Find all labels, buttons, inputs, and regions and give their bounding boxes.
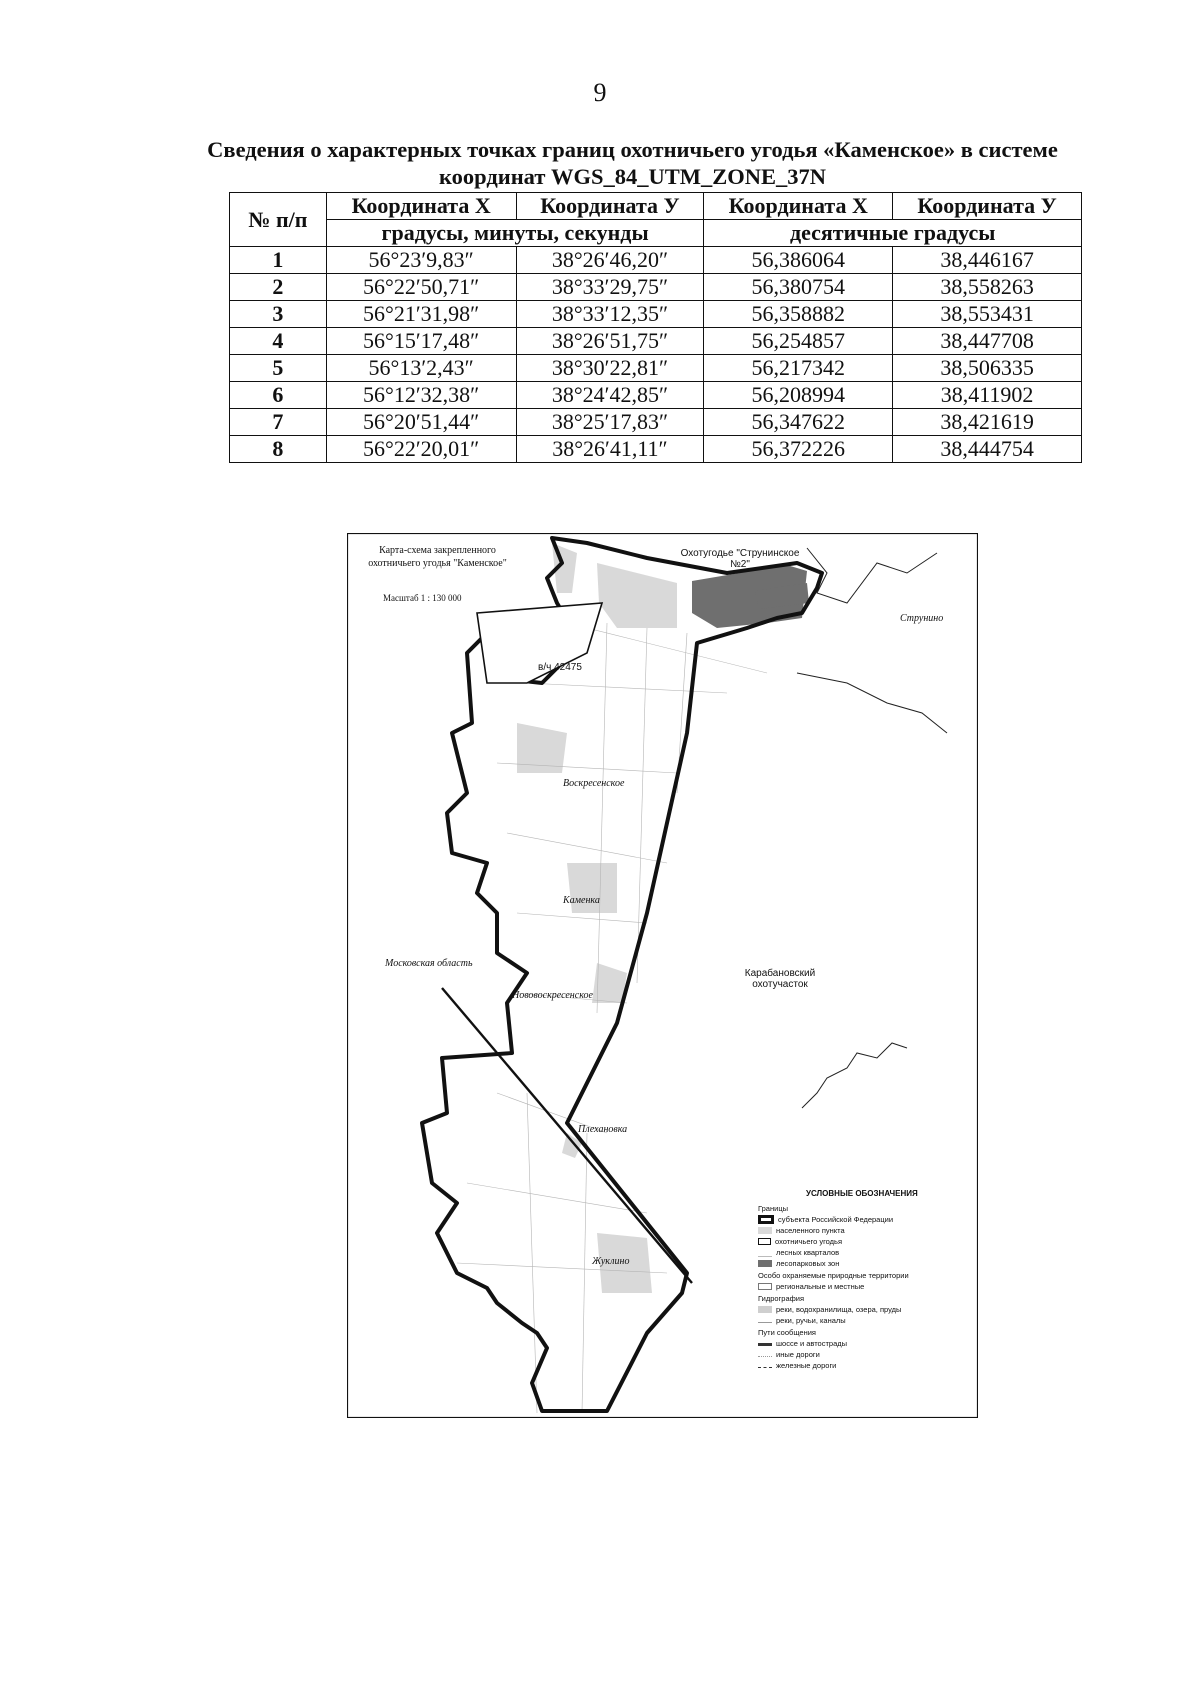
cell-y-dec: 38,447708 xyxy=(893,328,1082,355)
legend-item xyxy=(758,1225,973,1236)
cell-y-dms: 38°26′46,20″ xyxy=(516,247,704,274)
label-voskresenskoe: Воскресенское xyxy=(563,778,625,789)
cell-x-dms: 56°22′20,01″ xyxy=(326,436,516,463)
legend-label: реки, ручьи, каналы xyxy=(776,1316,846,1325)
cell-y-dms: 38°30′22,81″ xyxy=(516,355,704,382)
header-dms: градусы, минуты, секунды xyxy=(326,220,704,247)
cell-x-dec: 56,217342 xyxy=(704,355,893,382)
legend-item xyxy=(758,1247,973,1258)
legend-item xyxy=(758,1349,973,1360)
row-number: 7 xyxy=(230,409,327,436)
row-number: 2 xyxy=(230,274,327,301)
label-zhuklino: Жуклино xyxy=(592,1256,630,1267)
cell-y-dec: 38,506335 xyxy=(893,355,1082,382)
table-row xyxy=(230,274,1082,301)
row-number: 3 xyxy=(230,301,327,328)
header-coord-y-dms: Координата У xyxy=(516,193,704,220)
legend-swatch xyxy=(758,1249,772,1257)
legend-label: лесных кварталов xyxy=(776,1248,840,1257)
legend-label: региональные и местные xyxy=(776,1282,865,1291)
legend-title: УСЛОВНЫЕ ОБОЗНАЧЕНИЯ xyxy=(806,1189,918,1198)
cell-x-dec: 56,380754 xyxy=(704,274,893,301)
cell-y-dec: 38,411902 xyxy=(893,382,1082,409)
header-coord-x-dms: Координата X xyxy=(326,193,516,220)
cell-x-dec: 56,254857 xyxy=(704,328,893,355)
table-header-row xyxy=(230,193,1082,220)
row-number: 1 xyxy=(230,247,327,274)
cell-y-dms: 38°33′29,75″ xyxy=(516,274,704,301)
legend-group-borders: Границы xyxy=(758,1204,788,1213)
cell-x-dms: 56°23′9,83″ xyxy=(326,247,516,274)
row-number: 4 xyxy=(230,328,327,355)
label-novovoskresenskoe: Нововоскресенское xyxy=(512,990,593,1001)
table-row xyxy=(230,247,1082,274)
legend-label: охотничьего угодья xyxy=(775,1237,843,1246)
label-neighbor-north: Охотугодье "Струнинское №2" xyxy=(680,548,800,570)
legend-swatch xyxy=(758,1283,772,1290)
legend-item xyxy=(758,1360,973,1371)
table-row xyxy=(230,382,1082,409)
legend-swatch xyxy=(758,1341,772,1346)
legend-swatch xyxy=(758,1363,772,1368)
cell-y-dms: 38°26′41,11″ xyxy=(516,436,704,463)
legend-label: реки, водохранилища, озера, пруды xyxy=(776,1305,902,1314)
header-coord-y-dec: Координата У xyxy=(893,193,1082,220)
legend-item xyxy=(758,1315,973,1326)
cell-y-dec: 38,553431 xyxy=(893,301,1082,328)
cell-x-dms: 56°13′2,43″ xyxy=(326,355,516,382)
document-title: Сведения о характерных точках границ охотничьего угодья «Каменское» в системе координат WGS_84_UTM_ZONE_37N xyxy=(207,137,1058,189)
cell-x-dec: 56,386064 xyxy=(704,247,893,274)
legend-item xyxy=(758,1281,973,1292)
label-military-unit: в/ч 42475 xyxy=(538,662,582,673)
map-title: Карта-схема закрепленного охотничьего угодья "Каменское" xyxy=(368,545,507,569)
cell-y-dec: 38,446167 xyxy=(893,247,1082,274)
header-decimal: десятичные градусы xyxy=(704,220,1082,247)
row-number: 5 xyxy=(230,355,327,382)
label-plekhany: Плехановка xyxy=(578,1124,628,1135)
label-moscow-region: Московская область xyxy=(385,958,473,969)
legend-swatch xyxy=(758,1215,774,1224)
legend-swatch xyxy=(758,1306,772,1313)
legend-label: лесопарковых зон xyxy=(776,1259,840,1268)
legend-label: иные дороги xyxy=(776,1350,820,1359)
table-row xyxy=(230,436,1082,463)
legend-swatch xyxy=(758,1260,772,1267)
legend-swatch xyxy=(758,1238,771,1245)
cell-x-dec: 56,208994 xyxy=(704,382,893,409)
legend-item xyxy=(758,1236,973,1247)
map-legend xyxy=(758,1188,973,1371)
legend-label: шоссе и автострады xyxy=(776,1339,848,1348)
legend-label: населенного пункта xyxy=(776,1226,845,1235)
cell-y-dec: 38,444754 xyxy=(893,436,1082,463)
legend-item xyxy=(758,1214,973,1225)
cell-x-dms: 56°15′17,48″ xyxy=(326,328,516,355)
page-number: 9 xyxy=(593,78,607,107)
coordinates-table xyxy=(229,192,1082,463)
legend-group-roads: Пути сообщения xyxy=(758,1328,816,1337)
header-num: № п/п xyxy=(230,193,327,247)
map-scale: Масштаб 1 : 130 000 xyxy=(383,593,462,603)
cell-x-dec: 56,347622 xyxy=(704,409,893,436)
legend-item xyxy=(758,1338,973,1349)
row-number: 6 xyxy=(230,382,327,409)
cell-y-dms: 38°25′17,83″ xyxy=(516,409,704,436)
cell-x-dec: 56,372226 xyxy=(704,436,893,463)
cell-y-dms: 38°26′51,75″ xyxy=(516,328,704,355)
cell-x-dms: 56°20′51,44″ xyxy=(326,409,516,436)
legend-label: железные дороги xyxy=(776,1361,837,1370)
cell-x-dec: 56,358882 xyxy=(704,301,893,328)
legend-label: субъекта Российской Федерации xyxy=(778,1215,894,1224)
row-number: 8 xyxy=(230,436,327,463)
label-strunino: Струнино xyxy=(900,613,944,624)
label-kamenka: Каменка xyxy=(563,895,600,906)
cell-y-dms: 38°24′42,85″ xyxy=(516,382,704,409)
cell-y-dec: 38,421619 xyxy=(893,409,1082,436)
legend-item xyxy=(758,1304,973,1315)
legend-item xyxy=(758,1258,973,1269)
table-subheader-row xyxy=(230,220,1082,247)
cell-x-dms: 56°22′50,71″ xyxy=(326,274,516,301)
cell-y-dms: 38°33′12,35″ xyxy=(516,301,704,328)
cell-x-dms: 56°21′31,98″ xyxy=(326,301,516,328)
table-row xyxy=(230,355,1082,382)
legend-group-hydro: Гидрография xyxy=(758,1294,805,1303)
table-row xyxy=(230,301,1082,328)
cell-y-dec: 38,558263 xyxy=(893,274,1082,301)
table-row xyxy=(230,409,1082,436)
legend-group-protected: Особо охраняемые природные территории xyxy=(758,1271,909,1280)
legend-swatch xyxy=(758,1318,772,1323)
header-coord-x-dec: Координата X xyxy=(704,193,893,220)
legend-swatch xyxy=(758,1227,772,1234)
cell-x-dms: 56°12′32,38″ xyxy=(326,382,516,409)
label-karabanovo: Карабановский охотучасток xyxy=(744,968,816,990)
table-row xyxy=(230,328,1082,355)
legend-swatch xyxy=(758,1352,772,1357)
